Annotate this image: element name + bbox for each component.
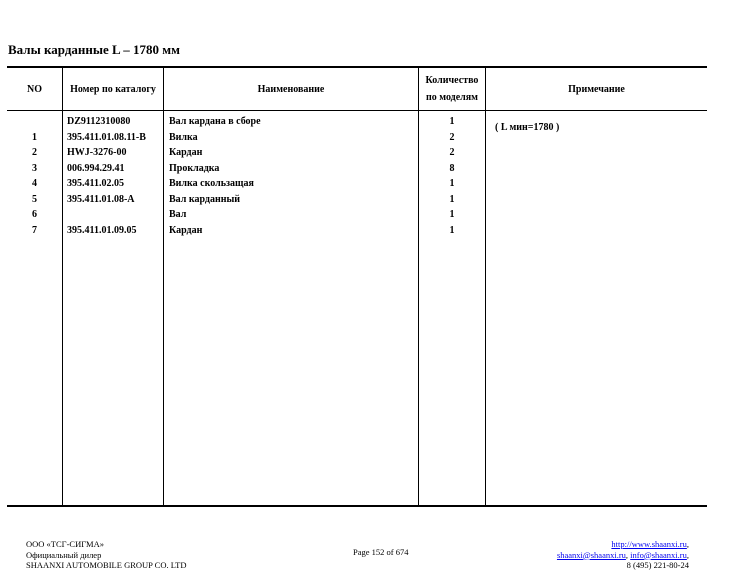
header-qty-line2: по моделям (426, 92, 478, 103)
row-no: 1 (32, 131, 37, 143)
row-qty: 2 (449, 131, 455, 143)
header-catalog: Номер по каталогу (70, 83, 156, 95)
parts-table (7, 66, 707, 507)
row-qty: 2 (449, 147, 455, 158)
row-no: 5 (32, 193, 37, 205)
footer-right (557, 539, 689, 571)
footer-dealer: Официальный дилер (26, 549, 102, 560)
row-catalog-number: HWJ-3276-00 (67, 147, 127, 158)
row-no: 2 (32, 147, 37, 158)
header-divider (7, 110, 707, 111)
row-name: Вилка (169, 131, 198, 143)
row-name: Вал кардана в сборе (169, 116, 261, 127)
table-row (7, 207, 707, 223)
website-suffix: , (686, 539, 689, 549)
footer-left (26, 539, 187, 571)
header-qty (419, 68, 485, 110)
page-number: Page 152 of 674 (353, 547, 409, 557)
table-row (7, 114, 707, 130)
header-note: Примечание (568, 83, 625, 95)
table-row (7, 192, 707, 208)
row-catalog-number: 006.994.29.41 (67, 162, 125, 174)
header-qty-line1: Количество (425, 75, 479, 86)
row-qty: 1 (449, 224, 455, 236)
row-no: 7 (32, 224, 37, 236)
row-name: Кардан (169, 147, 203, 158)
footer-phone: 8 (495) 221-80-24 (626, 560, 689, 570)
row-qty: 8 (449, 162, 455, 174)
row-name: Прокладка (169, 162, 220, 174)
footer-group: SHAANXI AUTOMOBILE GROUP CO. LTD (26, 560, 187, 570)
header-name: Наименование (257, 83, 325, 95)
row-catalog-number: DZ9112310080 (67, 116, 131, 127)
page-title: Валы карданные L – 1780 мм (8, 42, 180, 57)
email-link-info[interactable]: info@shaanxi.ru (630, 549, 687, 560)
row-no: 3 (32, 162, 37, 174)
row-catalog-number: 395.411.02.05 (67, 178, 124, 189)
row-qty: 1 (449, 178, 455, 189)
table-body (7, 114, 707, 238)
row-qty: 1 (449, 116, 455, 127)
website-link[interactable]: http://www.shaanxi.ru (611, 539, 687, 549)
row-no: 6 (32, 209, 37, 220)
row-qty: 1 (449, 193, 455, 205)
header-no: NO (27, 83, 42, 95)
row-catalog-number: 395.411.01.08.11-B (67, 131, 146, 143)
row-name: Вал (169, 209, 187, 220)
table-row (7, 223, 707, 239)
footer-company: ООО «ТСГ-СИГМА» (26, 539, 104, 549)
row-name: Вал карданный (169, 193, 241, 205)
row-no: 4 (32, 178, 37, 189)
note-text: ( L мин=1780 ) (495, 122, 560, 133)
email-separator: , (625, 549, 631, 560)
row-catalog-number: 395.411.01.09.05 (67, 224, 137, 236)
row-qty: 1 (449, 209, 455, 220)
row-name: Кардан (169, 224, 203, 236)
email-link-shaanxi[interactable]: shaanxi@shaanxi.ru (556, 549, 626, 560)
email-suffix: , (686, 549, 689, 560)
table-row (7, 145, 707, 161)
row-catalog-number: 395.411.01.08-A (67, 193, 135, 205)
row-name: Вилка скользащая (169, 178, 254, 189)
table-row (7, 176, 707, 192)
table-row (7, 130, 707, 146)
table-row (7, 161, 707, 177)
